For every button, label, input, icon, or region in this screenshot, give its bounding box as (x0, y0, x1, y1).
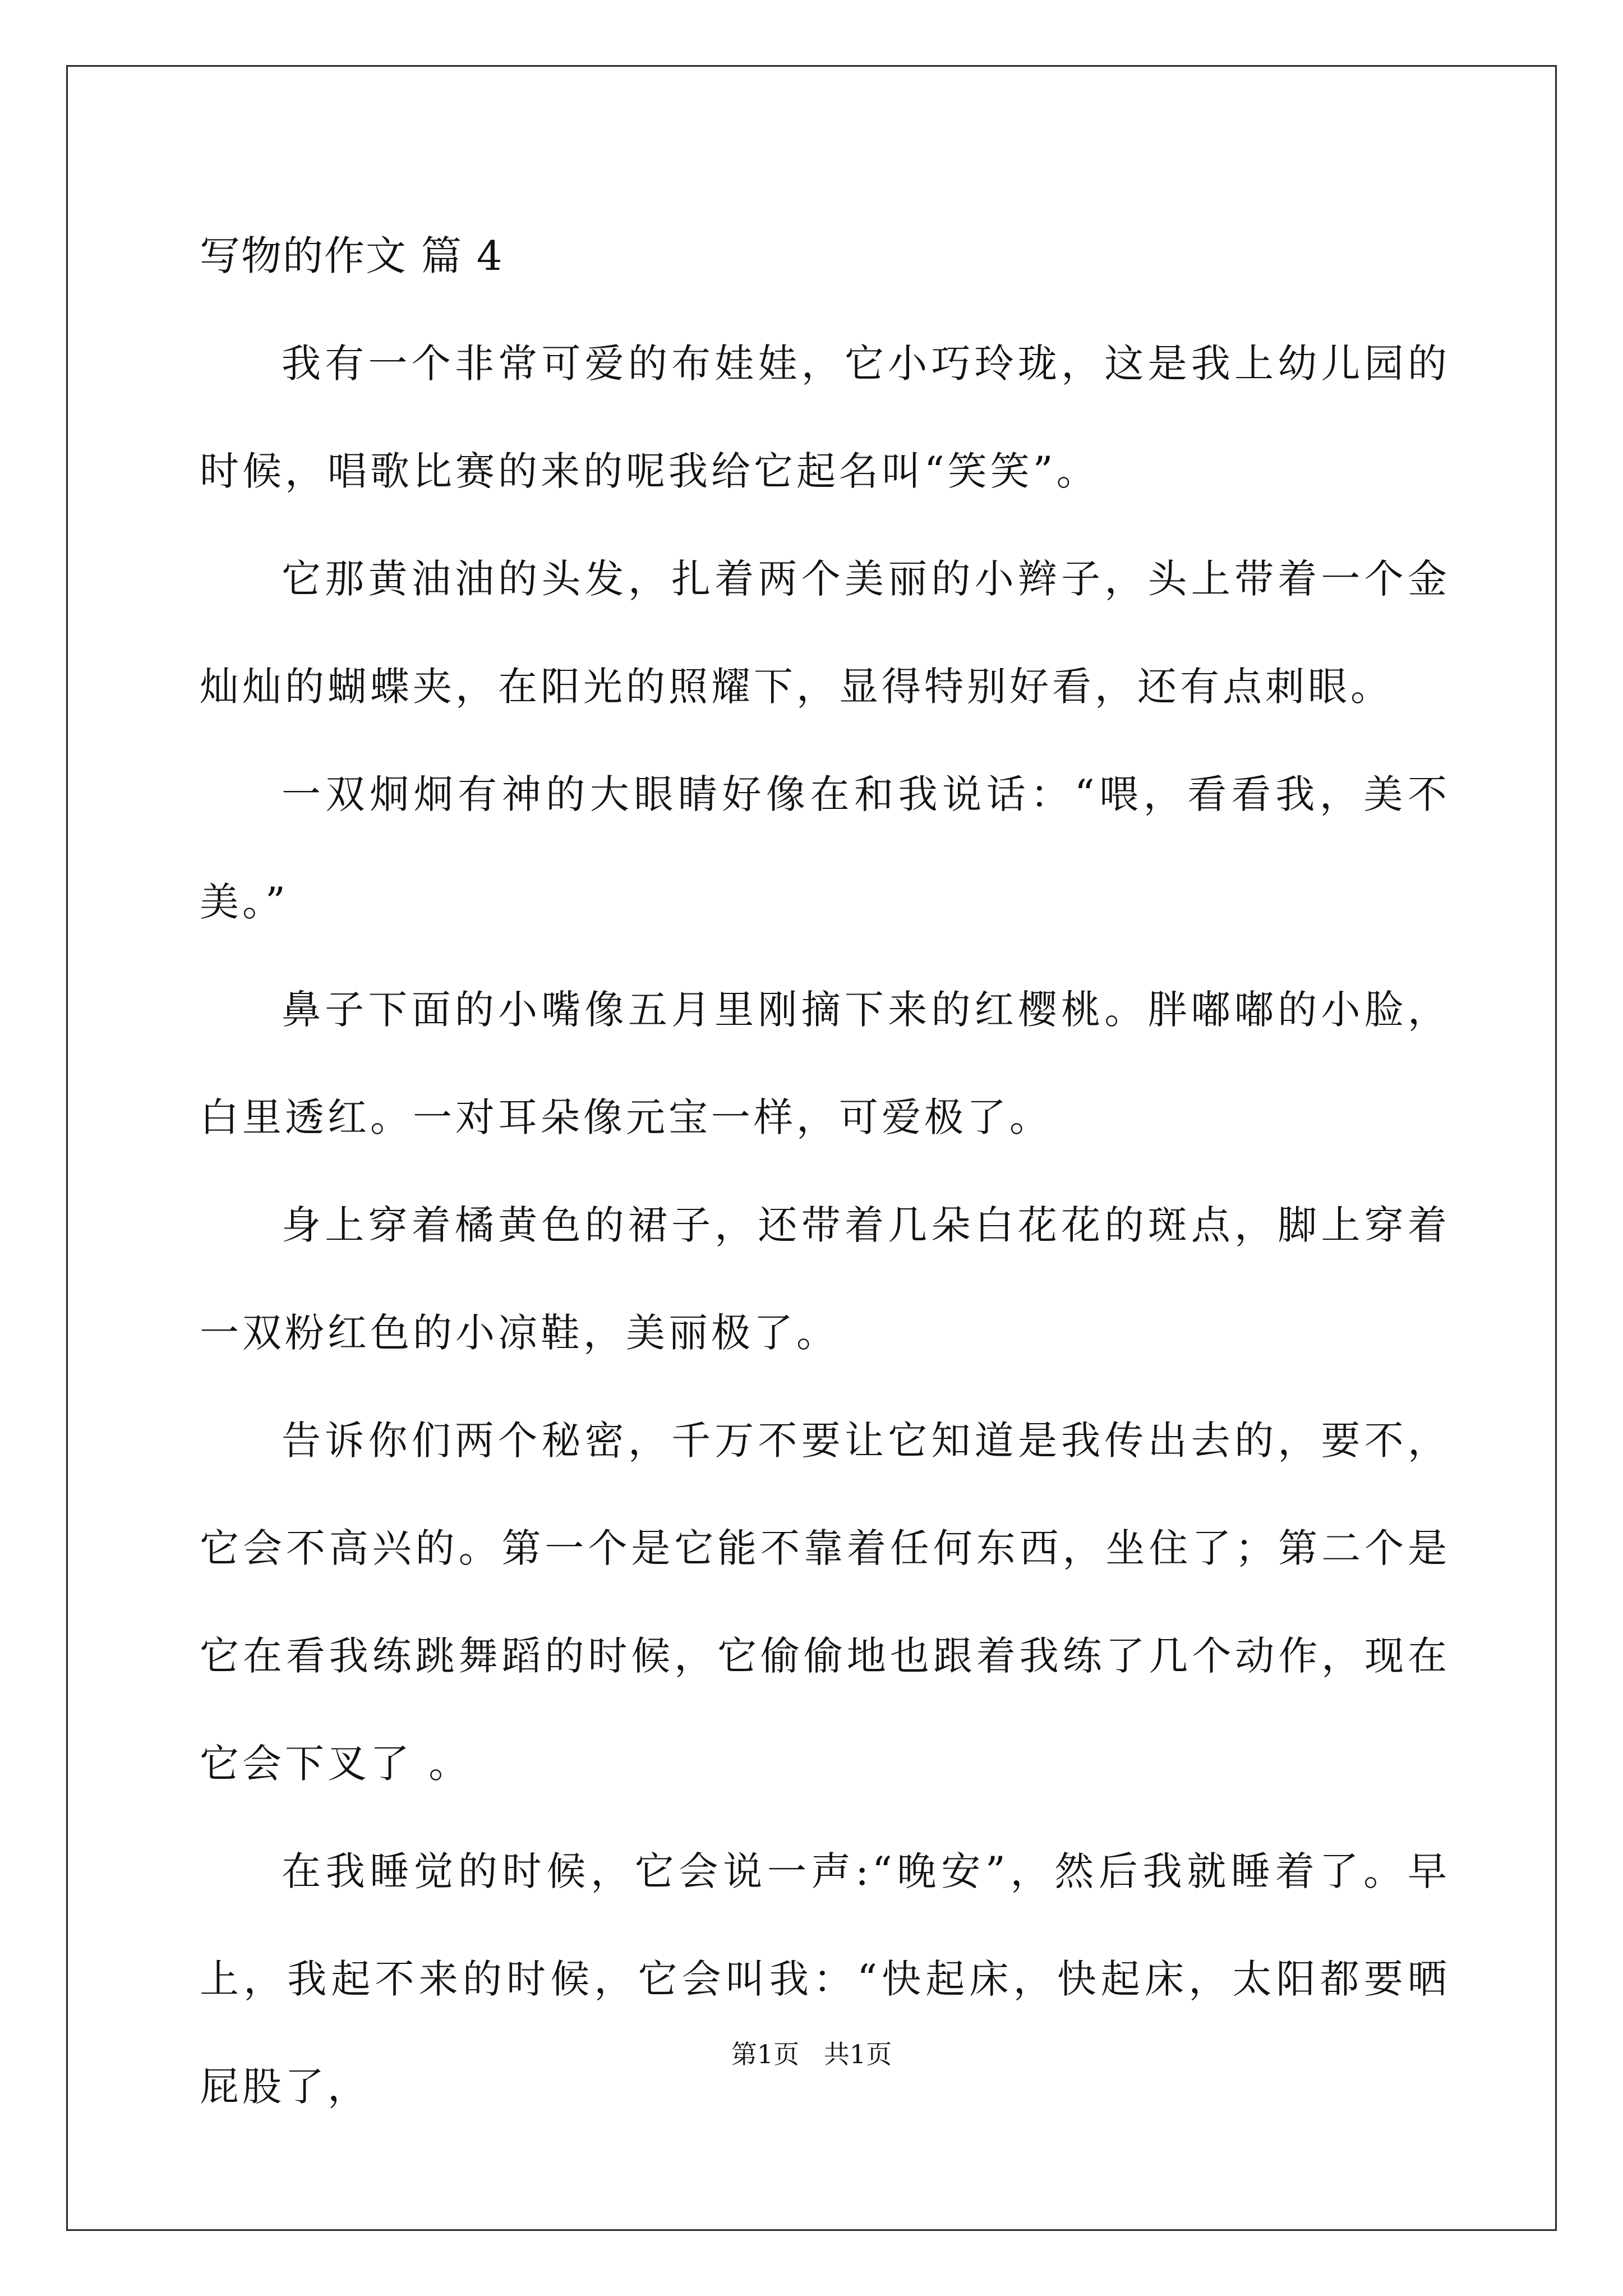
paragraph-3: 一双炯炯有神的大眼睛好像在和我说话：“喂，看看我，美不美。” (200, 771, 1450, 925)
paragraph-6: 告诉你们两个秘密，千万不要让它知道是我传出去的，要不，它会不高兴的。第一个是它能不靠着任何东西，坐住了；第二个是它在看我练跳舞蹈的时候，它偷偷地也跟着我练了几个动作，现在它会下叉了 。 (200, 1418, 1450, 1787)
paragraph-2: 它那黄油油的头发，扎着两个美丽的小辫子，头上带着一个金灿灿的蝴蝶夹，在阳光的照耀下，显得特别好看，还有点刺眼。 (200, 556, 1450, 710)
paragraph-4: 鼻子下面的小嘴像五月里刚摘下来的红樱桃。胖嘟嘟的小脸，白里透红。一对耳朵像元宝一样，可爱极了。 (200, 987, 1450, 1140)
page-footer: 第1页 共1页 (731, 2039, 892, 2069)
document-title: 写物的作文 篇 4 (200, 232, 504, 279)
paragraph-5: 身上穿着橘黄色的裙子，还带着几朵白花花的斑点，脚上穿着一双粉红色的小凉鞋，美丽极了。 (200, 1202, 1450, 1356)
paragraph-7: 在我睡觉的时候，它会说一声:“晚安”，然后我就睡着了。早上，我起不来的时候，它会叫我：“快起床，快起床，太阳都要晒屁股了， (200, 1848, 1450, 2110)
paragraph-1: 我有一个非常可爱的布娃娃，它小巧玲珑，这是我上幼儿园的时候，唱歌比赛的来的呢我给它起名叫“笑笑”。 (200, 341, 1450, 494)
document-body (200, 202, 1450, 2141)
